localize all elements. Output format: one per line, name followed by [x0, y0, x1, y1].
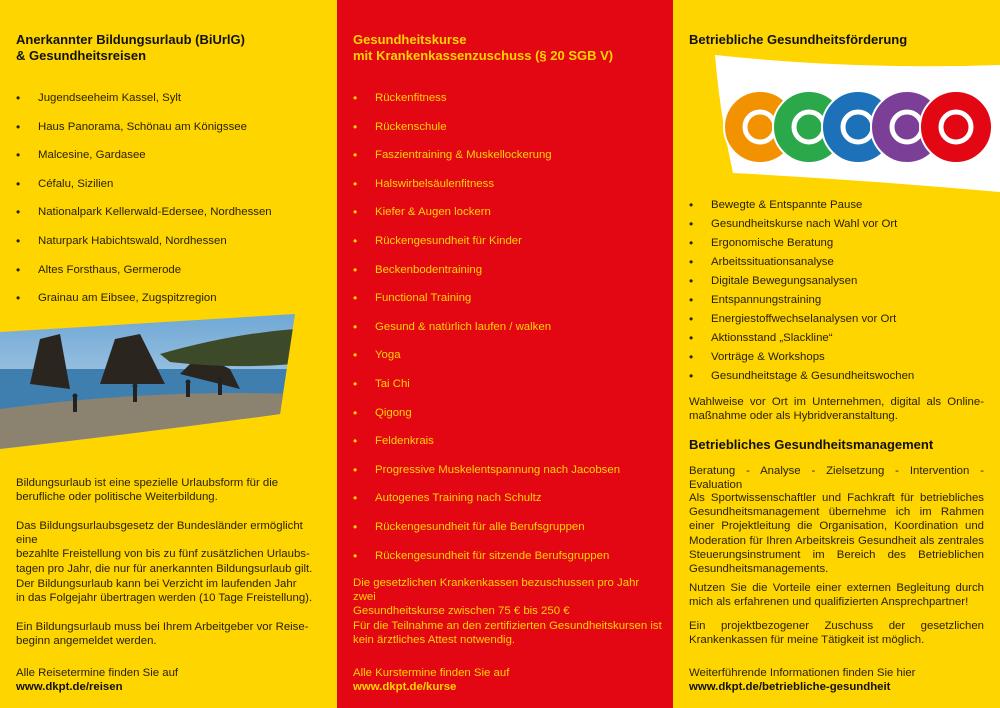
list-item: • Kiefer & Augen lockern	[353, 205, 658, 234]
list-item: • Halswirbelsäulenfitness	[353, 177, 658, 206]
list-item: • Autogenes Training nach Schultz	[353, 491, 658, 520]
list-item: • Energiestoffwechselanalysen vor Ort	[689, 312, 984, 331]
heading-betriebliche-gesundheit: Betriebliche Gesundheitsförderung	[689, 32, 908, 47]
bgm-benefits: Nutzen Sie die Vorteile einer externen Begleitung durch mich als erfahrenen und qualifizierten Ansprechpartner!	[689, 582, 984, 609]
heading-gesundheitskurse: Gesundheitskurse mit Krankenkassenzuschuss (§ 20 SGB V)	[353, 32, 614, 63]
list-item: • Feldenkrais	[353, 434, 658, 463]
list-item: • Rückenschule	[353, 120, 658, 149]
list-item: • Grainau am Eibsee, Zugspitzregion	[16, 291, 321, 320]
list-item: • Céfalu, Sizilien	[16, 177, 321, 206]
column-betriebliche-gesundheit	[673, 0, 1000, 708]
bildungsurlaub-description: Bildungsurlaub ist eine spezielle Urlaubsform für die berufliche oder politische Weiterbildung.	[16, 477, 279, 504]
heart-pulse-icon	[920, 91, 992, 163]
bgm-subsidy: Ein projektbezogener Zuschuss der gesetzlichen Krankenkassen für meine Tätigkeit ist möglich.	[689, 620, 984, 647]
list-item: • Arbeitssituationsanalyse	[689, 255, 984, 274]
list-item: • Rückengesundheit für sitzende Berufsgruppen	[353, 549, 658, 578]
bgm-steps: Beratung - Analyse - Zielsetzung - Intervention - Evaluation	[689, 465, 984, 492]
list-item: • Functional Training	[353, 291, 658, 320]
destination-list	[16, 91, 321, 320]
list-item: • Jugendseeheim Kassel, Sylt	[16, 91, 321, 120]
list-item: • Rückenfitness	[353, 91, 658, 120]
beach-yoga-photo	[0, 314, 295, 449]
list-item: • Ergonomische Beratung	[689, 236, 984, 255]
list-item: • Yoga	[353, 348, 658, 377]
list-item: • Faszientraining & Muskellockerung	[353, 148, 658, 177]
bildungsurlaub-registration: Ein Bildungsurlaub muss bei Ihrem Arbeitgeber vor Reise- beginn angemeldet werden.	[16, 621, 309, 648]
list-item: • Tai Chi	[353, 377, 658, 406]
kurse-attest: Für die Teilnahme an den zertifizierten Gesundheitskursen ist kein ärztliches Attest notwendig.	[353, 620, 662, 647]
list-item: • Malcesine, Gardasee	[16, 148, 321, 177]
list-item: • Progressive Muskelentspannung nach Jacobsen	[353, 463, 658, 492]
list-item: • Aktionsstand „Slackline“	[689, 331, 984, 350]
kurse-subsidy: Die gesetzlichen Krankenkassen bezuschussen pro Jahr zwei Gesundheitskurse zwischen 75 € bis 250 €	[353, 577, 640, 618]
bildungsurlaub-transfer: Der Bildungsurlaub kann bei Verzicht im laufenden Jahr in das Folgejahr übertragen werden (10 Tage Freistellung).	[16, 578, 313, 605]
list-item: • Vorträge & Workshops	[689, 350, 984, 369]
list-item: • Bewegte & Entspannte Pause	[689, 198, 984, 217]
heading-bgm: Betriebliches Gesundheitsmanagement	[689, 437, 934, 452]
list-item: • Gesundheitstage & Gesundheitswochen	[689, 369, 984, 388]
services-list	[689, 198, 984, 388]
list-item: • Nationalpark Kellerwald-Edersee, Nordhessen	[16, 205, 321, 234]
column-bildungsurlaub	[0, 0, 337, 708]
bgm-link-block: Weiterführende Informationen finden Sie hier www.dkpt.de/betriebliche-gesundheit	[689, 667, 916, 694]
list-item: • Gesund & natürlich laufen / walken	[353, 320, 658, 349]
health-icons-banner	[715, 55, 1000, 192]
heading-bildungsurlaub: Anerkannter Bildungsurlaub (BiUrlG) & Gesundheitsreisen	[16, 32, 245, 63]
list-item: • Altes Forsthaus, Germerode	[16, 263, 321, 292]
list-item: • Rückengesundheit für alle Berufsgruppen	[353, 520, 658, 549]
kurse-link-block: Alle Kurstermine finden Sie auf www.dkpt.de/kurse	[353, 667, 510, 694]
list-item: • Naturpark Habichtswald, Nordhessen	[16, 234, 321, 263]
bildungsurlaub-law: Das Bildungsurlaubsgesetz der Bundesländer ermöglicht eine bezahlte Freistellung von bis zu fünf zusätzlichen Urlaubs- tagen pro Jahr, die nur für anerkannten Bildungsurlaub gilt.	[16, 520, 313, 575]
list-item: • Gesundheitskurse nach Wahl vor Ort	[689, 217, 984, 236]
list-item: • Beckenbodentraining	[353, 263, 658, 292]
kurse-link[interactable]: www.dkpt.de/kurse	[353, 681, 457, 694]
course-list	[353, 91, 658, 577]
list-item: • Digitale Bewegungsanalysen	[689, 274, 984, 293]
list-item: • Entspannungstraining	[689, 293, 984, 312]
bgm-description: Als Sportwissenschaftler und Fachkraft für betriebliches Gesundheitsmanagement übernehme ich im Rahmen einer Projektleitung die Organisation, Koordination und Moderation für Ihren Arbeitskreis Gesundheit als zentrales Steuerungsinstrument im Bereich des Betrieblichen Gesundheitsmanagements.	[689, 492, 984, 576]
format-note: Wahlweise vor Ort im Unternehmen, digital als Online-maßnahme oder als Hybridveranstaltung.	[689, 396, 984, 423]
list-item: • Haus Panorama, Schönau am Königssee	[16, 120, 321, 149]
reisen-link[interactable]: www.dkpt.de/reisen	[16, 681, 123, 694]
list-item: • Rückengesundheit für Kinder	[353, 234, 658, 263]
bgm-link[interactable]: www.dkpt.de/betriebliche-gesundheit	[689, 681, 891, 694]
list-item: • Qigong	[353, 406, 658, 435]
column-gesundheitskurse	[337, 0, 673, 708]
reisen-link-block: Alle Reisetermine finden Sie auf www.dkpt.de/reisen	[16, 667, 179, 694]
